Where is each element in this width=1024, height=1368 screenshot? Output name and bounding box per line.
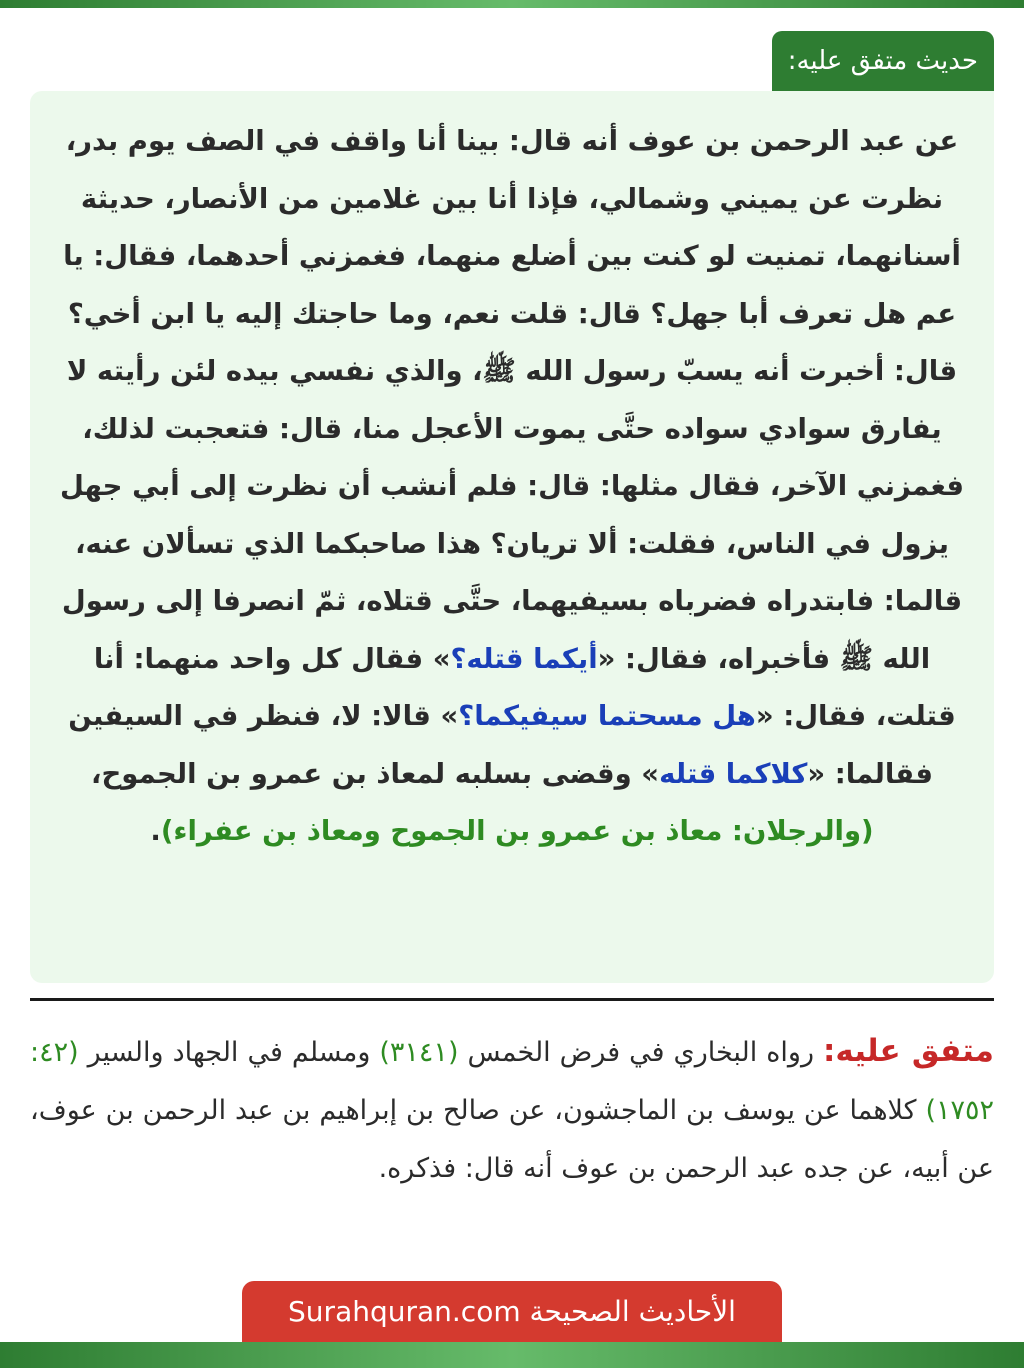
source-text-2: ومسلم في الجهاد والسير [78, 1037, 380, 1068]
hadith-quote-3: كلاكما قتله [659, 757, 808, 790]
source-text-3: كلاهما عن يوسف بن الماجشون، عن صالح بن إبراهيم بن عبد الرحمن بن عوف، عن أبيه، عن جده عبد الرحمن بن عوف أنه قال: فذكره. [30, 1095, 994, 1184]
site-badge[interactable]: الأحاديث الصحيحة Surahquran.com [242, 1281, 782, 1342]
hadith-label-tag: حديث متفق عليه: [772, 31, 994, 91]
source-title: متفق عليه: [823, 1033, 995, 1069]
hadith-quote-1: أيكما قتله؟ [450, 642, 598, 675]
bottom-accent-bar [0, 1342, 1024, 1368]
hadith-text-part2: » فقال كل واحد منهما: أنا قتلت، فقال: « [93, 642, 956, 732]
source-number-1: (٣١٤١) [379, 1037, 459, 1068]
source-number-2: (٤٢: ١٧٥٢) [30, 1037, 994, 1126]
hadith-box [30, 91, 994, 983]
hadith-green-note: (والرجلان: معاذ بن عمرو بن الجموح ومعاذ بن عفراء) [160, 815, 874, 847]
hadith-quote-2: هل مسحتما سيفيكما؟ [458, 700, 756, 732]
hadith-text-part1: عن عبد الرحمن بن عوف أنه قال: بينا أنا واقف في الصف يوم بدر، نظرت عن يميني وشمالي، فإذا أنا بين غلامين من الأنصار، حديثة أسنانهما، تمنيت لو كنت بين أضلع منهما، فغمزني أحدهما، فقال: يا عم هل تعرف أبا جهل؟ قال: قلت نعم، وما حاجتك إليه يا ابن أخي؟ قال: أخبرت أنه يسبّ رسول الله ﷺ، والذي نفسي بيده لئن رأيته لا يفارق سوادي سواده حتَّى يموت الأعجل منا، قال: فتعجبت لذلك، فغمزني الآخر، فقال مثلها: قال: فلم أنشب أن نظرت إلى أبي جهل يزول في الناس، فقلت: ألا تريان؟ هذا صاحبكما الذي تسألان عنه، قالما: فابتدراه فضرباه بسيفيهما، حتَّى قتلاه، ثمّ انصرفا إلى رسول الله ﷺ فأخبراه، فقال: « [59, 125, 964, 675]
source-paragraph [30, 1022, 994, 1198]
source-text-1: رواه البخاري في فرض الخمس [458, 1037, 823, 1068]
section-divider [30, 998, 994, 1001]
top-accent-bar [0, 0, 1024, 8]
hadith-text-part3: » قالا: لا، فنظر في السيفين فقالما: « [68, 700, 933, 790]
hadith-text-end: . [150, 815, 161, 847]
hadith-text-part4: » وقضى بسلبه لمعاذ بن عمرو بن الجموح، [91, 757, 660, 790]
hadith-text [50, 113, 974, 861]
